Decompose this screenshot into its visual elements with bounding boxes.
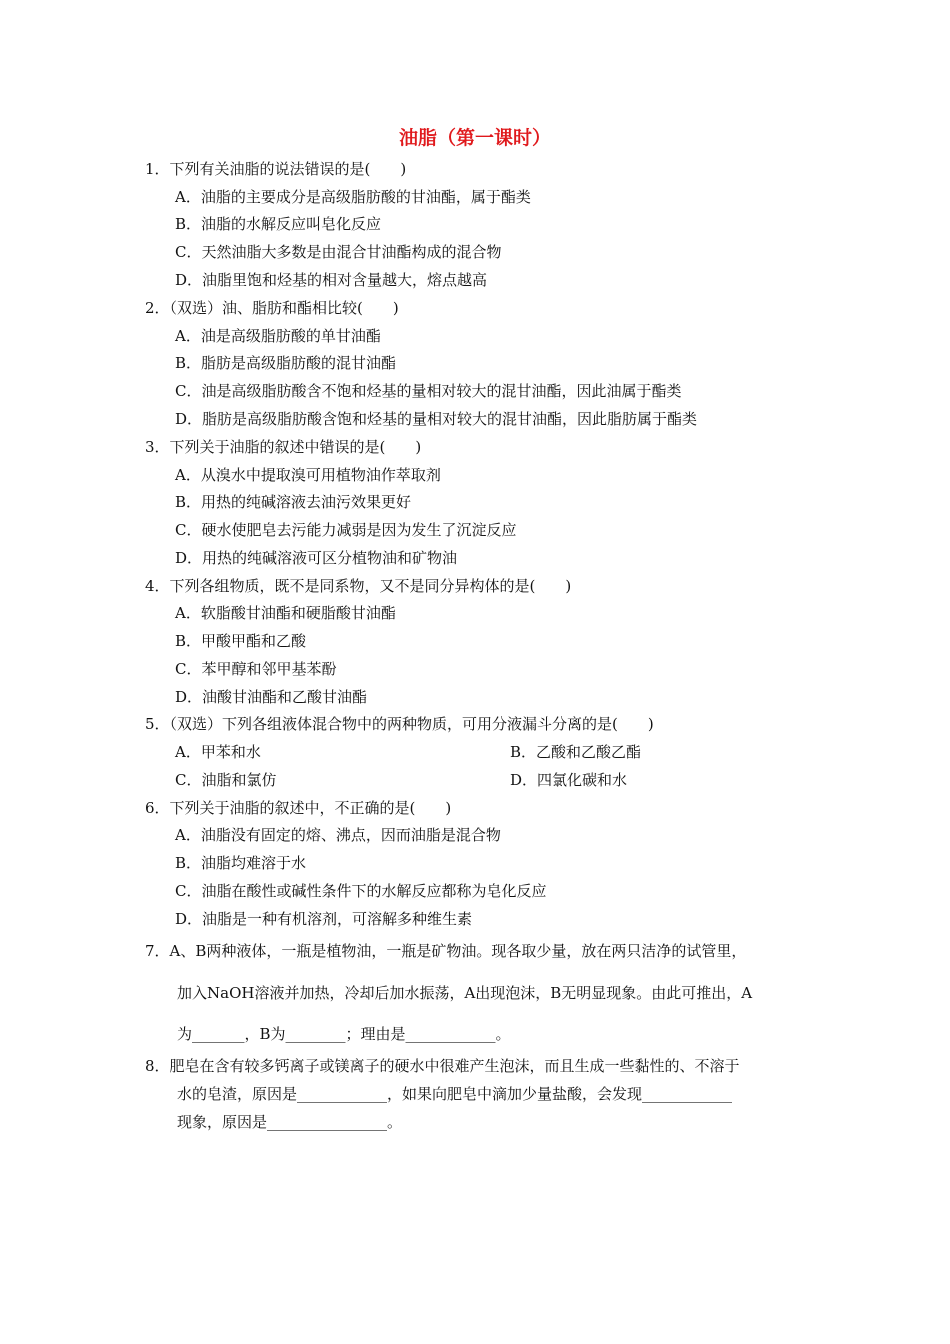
question-6-option-a: A．油脂没有固定的熔、沸点，因而油脂是混合物 (175, 826, 501, 844)
question-8-line-3: 现象，原因是________________。 (177, 1113, 403, 1131)
question-3-option-d: D．用热的纯碱溶液可区分植物油和矿物油 (175, 549, 458, 567)
page-title: 油脂（第一课时） (398, 127, 551, 149)
question-7-stem: 7．A、B两种液体，一瓶是植物油，一瓶是矿物油。现各取少量，放在两只洁净的试管里， (145, 942, 747, 960)
question-3-option-c: C．硬水使肥皂去污能力减弱是因为发生了沉淀反应 (175, 521, 517, 539)
question-2-stem: 2．（双选）油、脂肪和酯相比较( ) (145, 299, 399, 317)
question-2-option-c: C．油是高级脂肪酸含不饱和烃基的量相对较大的混甘油酯，因此油属于酯类 (175, 382, 682, 400)
question-1-option-c: C．天然油脂大多数是由混合甘油酯构成的混合物 (175, 243, 502, 261)
question-1-stem: 1．下列有关油脂的说法错误的是( ) (145, 160, 407, 178)
question-7-line-2: 加入NaOH溶液并加热，冷却后加水振荡，A出现泡沫，B无明显现象。由此可推出，A (177, 984, 753, 1002)
question-6-option-b: B．油脂均难溶于水 (175, 854, 307, 872)
question-7-line-3: 为_______，B为________；理由是____________。 (177, 1025, 511, 1043)
question-1-option-a: A．油脂的主要成分是高级脂肪酸的甘油酯，属于酯类 (175, 188, 531, 206)
question-4-option-a: A．软脂酸甘油酯和硬脂酸甘油酯 (175, 604, 396, 622)
question-5-option-b: B．乙酸和乙酸乙酯 (510, 743, 642, 761)
question-3-option-a: A．从溴水中提取溴可用植物油作萃取剂 (175, 466, 441, 484)
question-4-stem: 4．下列各组物质，既不是同系物，又不是同分异构体的是( ) (145, 577, 572, 595)
question-2-option-d: D．脂肪是高级脂肪酸含饱和烃基的量相对较大的混甘油酯，因此脂肪属于酯类 (175, 410, 698, 428)
question-2-option-b: B．脂肪是高级脂肪酸的混甘油酯 (175, 354, 397, 372)
question-3-stem: 3．下列关于油脂的叙述中错误的是( ) (145, 438, 422, 456)
question-2-option-a: A．油是高级脂肪酸的单甘油酯 (175, 327, 381, 345)
question-5-option-a: A．甲苯和水 (175, 743, 261, 761)
question-8-line-2: 水的皂渣，原因是____________，如果向肥皂中滴加少量盐酸，会发现____________ (177, 1085, 733, 1103)
question-4-option-d: D．油酸甘油酯和乙酸甘油酯 (175, 688, 368, 706)
question-4-option-c: C．苯甲醇和邻甲基苯酚 (175, 660, 337, 678)
question-4-option-b: B．甲酸甲酯和乙酸 (175, 632, 307, 650)
question-1-option-d: D．油脂里饱和烃基的相对含量越大，熔点越高 (175, 271, 488, 289)
question-6-option-d: D．油脂是一种有机溶剂，可溶解多种维生素 (175, 910, 473, 928)
question-3-option-b: B．用热的纯碱溶液去油污效果更好 (175, 493, 412, 511)
question-5-option-c: C．油脂和氯仿 (175, 771, 277, 789)
question-5-option-d: D．四氯化碳和水 (510, 771, 628, 789)
question-5-stem: 5．（双选）下列各组液体混合物中的两种物质，可用分液漏斗分离的是( ) (145, 715, 654, 733)
question-1-option-b: B．油脂的水解反应叫皂化反应 (175, 215, 382, 233)
question-8-stem: 8．肥皂在含有较多钙离子或镁离子的硬水中很难产生泡沫，而且生成一些黏性的、不溶于 (145, 1057, 740, 1075)
question-6-stem: 6．下列关于油脂的叙述中，不正确的是( ) (145, 799, 452, 817)
question-6-option-c: C．油脂在酸性或碱性条件下的水解反应都称为皂化反应 (175, 882, 547, 900)
